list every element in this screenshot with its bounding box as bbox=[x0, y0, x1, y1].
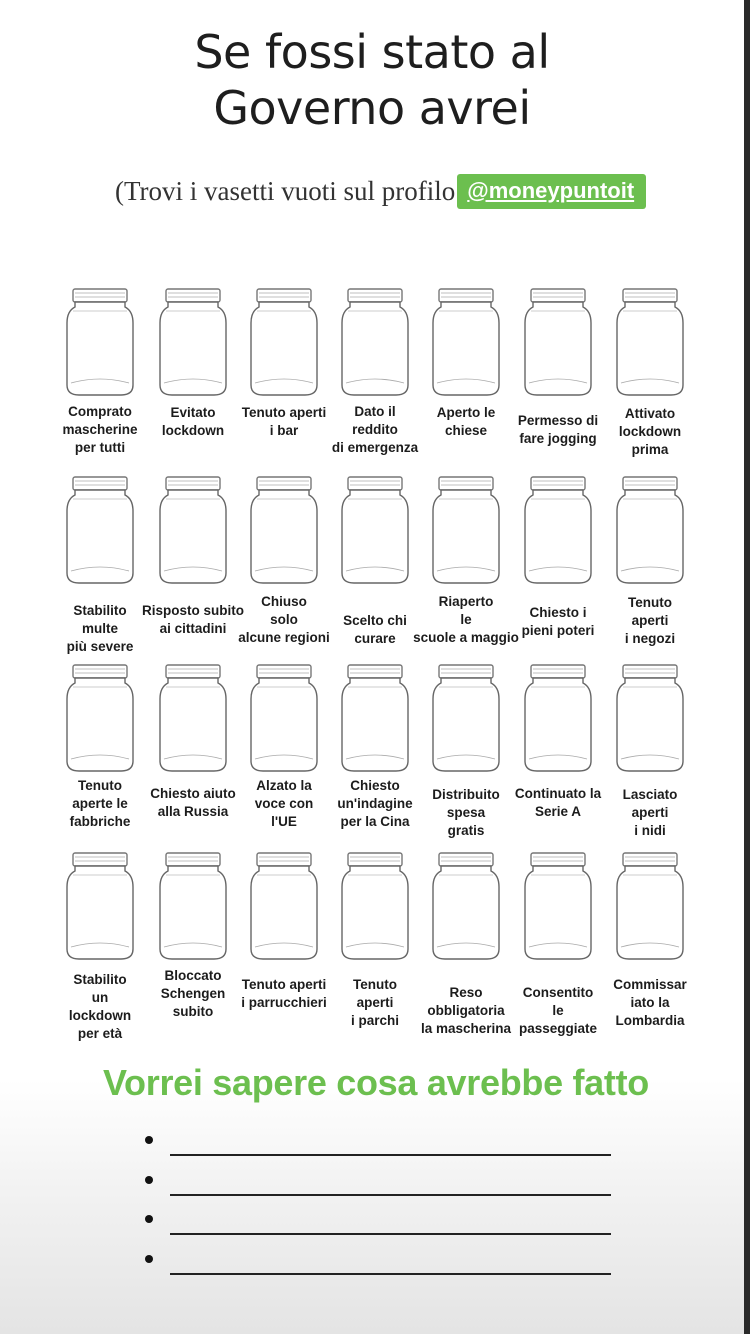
answer-line-3[interactable] bbox=[145, 1215, 611, 1237]
jar-label: Attivato lockdown prima bbox=[618, 406, 682, 457]
jar-label: Stabilito un lockdown per età bbox=[68, 972, 132, 1041]
jar-icon bbox=[65, 287, 135, 399]
jar-label: Tenuto aperte le fabbriche bbox=[69, 778, 131, 829]
subtitle-text: (Trovi i vasetti vuoti sul profilo bbox=[115, 175, 456, 206]
jar-label: Evitato lockdown bbox=[161, 405, 225, 438]
jar-label: Consentito le passeggiate bbox=[518, 985, 598, 1036]
answer-rule bbox=[170, 1273, 611, 1275]
jar-label: Tenuto aperti i parchi bbox=[350, 977, 399, 1028]
jar-icon bbox=[523, 475, 593, 587]
answer-rule bbox=[170, 1154, 611, 1156]
jar-icon bbox=[431, 475, 501, 587]
jar-label: Comprato mascherine per tutti bbox=[62, 404, 138, 455]
jar-label: Reso obbligatoria la mascherina bbox=[420, 985, 512, 1036]
title-line-2: Governo avrei bbox=[213, 81, 531, 135]
answer-line-4[interactable] bbox=[145, 1255, 611, 1277]
question-heading: Vorrei sapere cosa avrebbe fatto bbox=[103, 1062, 649, 1103]
jar-icon bbox=[431, 287, 501, 399]
profile-handle-link[interactable]: @moneypuntoit bbox=[457, 174, 646, 209]
jar-label: Alzato la voce con l'UE bbox=[254, 778, 314, 829]
jar-icon bbox=[615, 663, 685, 775]
jar-label: Chiesto aiuto alla Russia bbox=[150, 786, 236, 819]
jar-icon bbox=[431, 663, 501, 775]
jar-label: Continuato la Serie A bbox=[514, 786, 602, 819]
jar-icon bbox=[615, 287, 685, 399]
jar-icon bbox=[65, 475, 135, 587]
jar-label: Stabilito multe più severe bbox=[66, 603, 134, 654]
jar-icon bbox=[431, 851, 501, 963]
jar-label: Tenuto aperti i parrucchieri bbox=[241, 977, 327, 1010]
jar-label: Risposto subito ai cittadini bbox=[142, 603, 244, 636]
jar-label: Chiesto un'indagine per la Cina bbox=[337, 778, 413, 829]
answer-line-1[interactable] bbox=[145, 1136, 611, 1158]
jar-icon bbox=[249, 475, 319, 587]
jar-icon bbox=[158, 287, 228, 399]
jar-icon bbox=[340, 851, 410, 963]
jar-icon bbox=[340, 663, 410, 775]
answer-line-2[interactable] bbox=[145, 1176, 611, 1198]
jar-icon bbox=[615, 475, 685, 587]
jar-label: Aperto le chiese bbox=[436, 405, 496, 438]
title-line-1: Se fossi stato al bbox=[194, 25, 550, 79]
jar-icon bbox=[340, 475, 410, 587]
jar-icon bbox=[249, 851, 319, 963]
jar-label: Permesso di fare jogging bbox=[517, 413, 599, 446]
jar-icon bbox=[65, 851, 135, 963]
jar-icon bbox=[340, 287, 410, 399]
jar-label: Commissar iato la Lombardia bbox=[613, 977, 687, 1028]
jar-icon bbox=[158, 663, 228, 775]
jar-label: Scelto chi curare bbox=[343, 613, 407, 646]
jar-icon bbox=[523, 851, 593, 963]
jar-label: Chiesto i pieni poteri bbox=[521, 605, 595, 638]
jar-icon bbox=[249, 287, 319, 399]
jar-label: Riaperto le scuole a maggio bbox=[413, 594, 519, 645]
jar-icon bbox=[65, 663, 135, 775]
bullet-icon bbox=[145, 1255, 153, 1263]
bullet-icon bbox=[145, 1136, 153, 1144]
jar-icon bbox=[523, 287, 593, 399]
jar-label: Lasciato aperti i nidi bbox=[622, 787, 678, 838]
jar-label: Dato il reddito di emergenza bbox=[331, 404, 419, 455]
jar-label: Chiuso solo alcune regioni bbox=[238, 594, 330, 645]
jar-label: Bloccato Schengen subito bbox=[160, 968, 226, 1019]
jar-label: Tenuto aperti i negozi bbox=[624, 595, 676, 646]
answer-rule bbox=[170, 1233, 611, 1235]
answer-rule bbox=[170, 1194, 611, 1196]
jar-icon bbox=[249, 663, 319, 775]
bullet-icon bbox=[145, 1176, 153, 1184]
jar-icon bbox=[523, 663, 593, 775]
jar-icon bbox=[158, 475, 228, 587]
jar-label: Tenuto aperti i bar bbox=[241, 405, 327, 438]
jar-icon bbox=[615, 851, 685, 963]
jar-icon bbox=[158, 851, 228, 963]
bullet-icon bbox=[145, 1215, 153, 1223]
jar-label: Distribuito spesa gratis bbox=[432, 787, 500, 838]
